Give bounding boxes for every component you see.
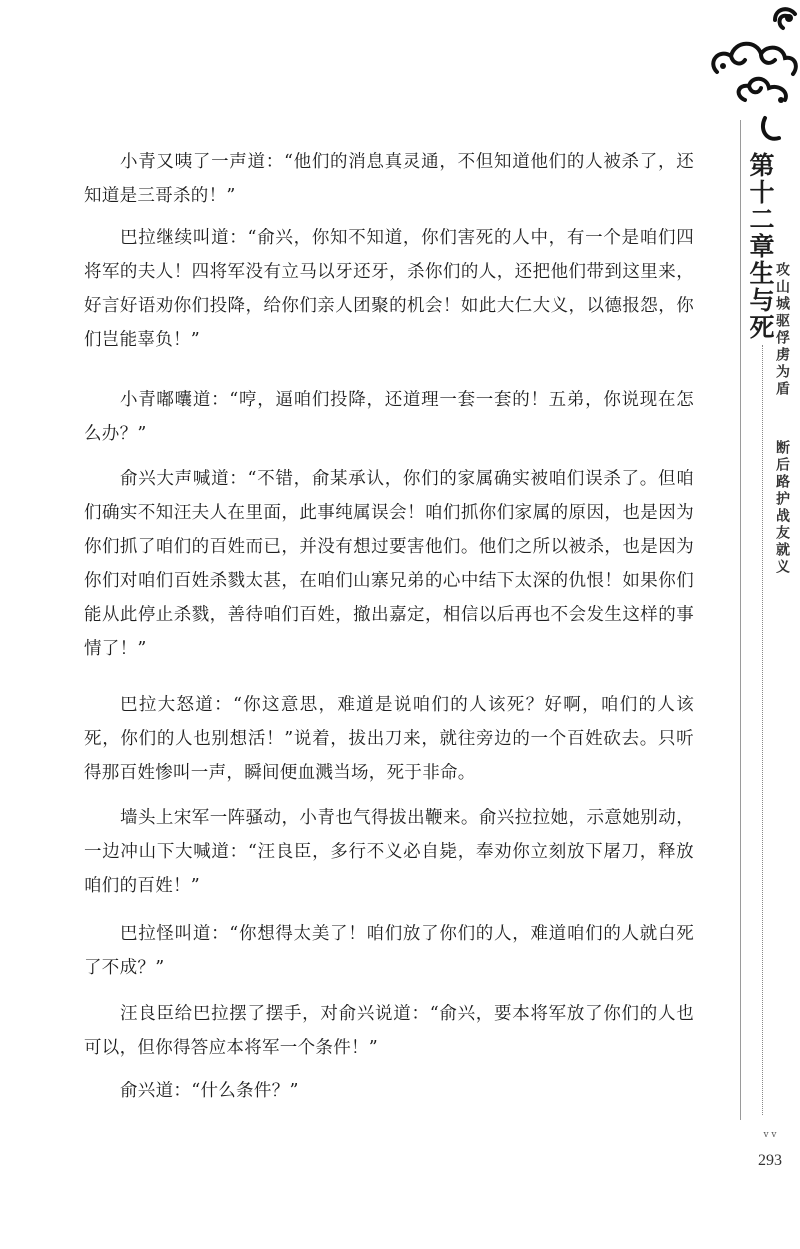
paragraph: 巴拉继续叫道：“俞兴，你知不知道，你们害死的人中，有一个是咱们四将军的夫人！四将军没有立马以牙还牙，杀你们的人，还把他们带到这里来，好言好语劝你们投降，给你们亲人团聚的机会！如此大仁大义，以德报怨，你们岂能辜负！” — [84, 228, 694, 350]
chapter-subtitle-1: 攻山城驱俘虏为盾 — [774, 262, 790, 398]
paragraph: 俞兴道：“什么条件？” — [120, 1081, 299, 1101]
paragraph: 小青又咦了一声道：“他们的消息真灵通，不但知道他们的人被杀了，还知道是三哥杀的！” — [84, 152, 694, 206]
paragraph: 巴拉怪叫道：“你想得太美了！咱们放了你们的人，难道咱们的人就白死了不成？” — [84, 924, 694, 978]
cloud-ornament-icon — [705, 0, 800, 154]
margin-divider — [740, 120, 741, 1120]
paragraph: 汪良臣给巴拉摆了摆手，对俞兴说道：“俞兴，要本将军放了你们的人也可以，但你得答应本将军一个条件！” — [84, 1004, 694, 1058]
dotted-rule — [762, 345, 763, 1115]
paragraph: 小青嘟囔道：“哼，逼咱们投降，还道理一套一套的！五弟，你说现在怎么办？” — [84, 390, 694, 444]
page-marker-icon: v v — [763, 1130, 777, 1140]
paragraph: 俞兴大声喊道：“不错，俞某承认，你们的家属确实被咱们误杀了。但咱们确实不知汪夫人在里面，此事纯属误会！咱们抓你们家属的原因，也是因为你们抓了咱们的百姓而已，并没有想过要害他们。他们之所以被杀，也是因为你们对咱们百姓杀戮太甚，在咱们山寨兄弟的心中结下太深的仇恨！如果你们能从此停止杀戮，善待咱们百姓，撤出嘉定，相信以后再也不会发生这样的事情了！” — [84, 469, 694, 659]
page-number: 293 — [758, 1152, 782, 1169]
paragraph: 巴拉大怒道：“你这意思，难道是说咱们的人该死？好啊，咱们的人该死，你们的人也别想活！”说着，拔出刀来，就往旁边的一个百姓砍去。只听得那百姓惨叫一声，瞬间便血溅当场，死于非命。 — [84, 695, 694, 783]
paragraph: 墙头上宋军一阵骚动，小青也气得拔出鞭来。俞兴拉拉她，示意她别动，一边冲山下大喊道：“汪良臣，多行不义必自毙，奉劝你立刻放下屠刀，释放咱们的百姓！” — [84, 808, 694, 896]
chapter-title: 生与死 — [746, 260, 775, 341]
chapter-number: 第十二章 — [746, 152, 775, 260]
chapter-subtitle-2: 断后路护战友就义 — [774, 440, 790, 576]
